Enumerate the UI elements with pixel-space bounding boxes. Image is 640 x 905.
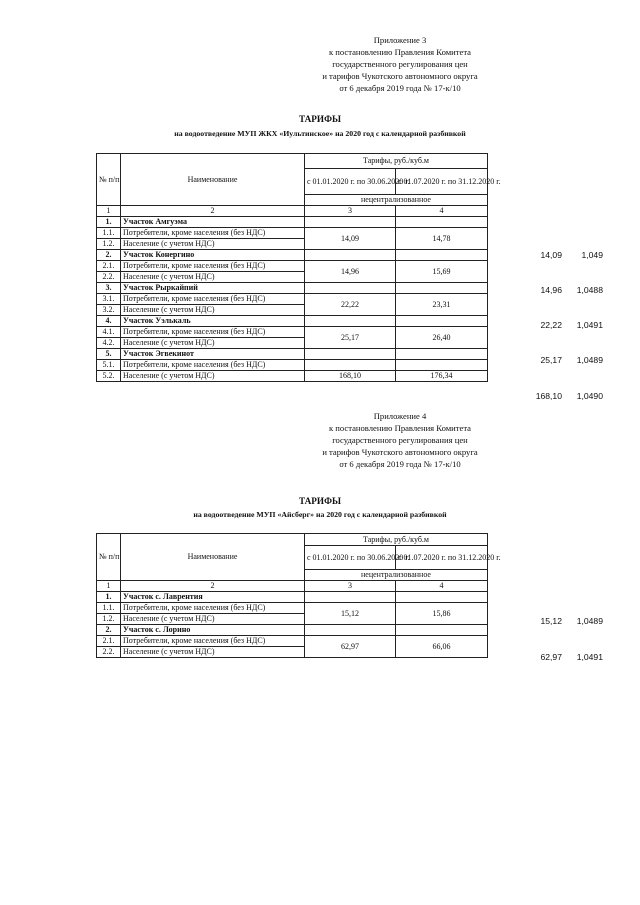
side-ratio: 1,0489 (576, 355, 603, 365)
col-num-header: № п/п (97, 154, 121, 206)
group-name: Участок Конергино (121, 250, 305, 261)
document-subtitle: на водоотведение МУП ЖКХ «Иультинское» на 2020 год с календарной разбивкой (174, 129, 466, 138)
row-name: Население (с учетом НДС) (121, 272, 305, 283)
row-num: 4.1. (97, 327, 121, 338)
period2-header: с 01.07.2020 г. по 31.12.2020 г. (396, 546, 488, 570)
tariff-value: 22,22 (305, 294, 396, 316)
group-name: Участок Эгвекинот (121, 349, 305, 360)
row-name: Потребители, кроме населения (без НДС) (121, 327, 305, 338)
side-value: 62,97 (540, 652, 562, 662)
row-num: 5.1. (97, 360, 121, 371)
group-num: 4. (97, 316, 121, 327)
group-num: 3. (97, 283, 121, 294)
tariff-value: 15,12 (305, 603, 396, 625)
col-index: 1 (97, 581, 121, 592)
row-num: 2.2. (97, 647, 121, 658)
row-name: Население (с учетом НДС) (121, 305, 305, 316)
row-num: 5.2. (97, 371, 121, 382)
tariff-value: 14,09 (305, 228, 396, 250)
side-value: 168,10 (535, 391, 562, 401)
tariff-value (305, 360, 396, 371)
document-title: ТАРИФЫ (299, 114, 341, 124)
appendix-3-header (300, 34, 500, 94)
tariff-table-1 (96, 153, 501, 382)
appendix-line: и тарифов Чукотского автономного округа (322, 71, 478, 81)
row-num: 2.1. (97, 636, 121, 647)
row-num: 4.2. (97, 338, 121, 349)
row-num: 2.1. (97, 261, 121, 272)
appendix-line: государственного регулирования цен (332, 435, 468, 445)
appendix-line: к постановлению Правления Комитета (328, 423, 471, 433)
col-num-header: № п/п (97, 534, 121, 581)
appendix-line: Приложение 4 (373, 411, 427, 421)
group-name: Участок Амгуэма (121, 217, 305, 228)
tariff-value: 23,31 (396, 294, 488, 316)
period1-header: с 01.01.2020 г. по 30.06.2020 г. (305, 169, 396, 195)
row-name: Население (с учетом НДС) (121, 338, 305, 349)
group-num: 1. (97, 217, 121, 228)
tariff-table-2 (96, 533, 501, 658)
tariff-value: 26,40 (396, 327, 488, 349)
side-ratio: 1,0489 (576, 616, 603, 626)
group-num: 2. (97, 250, 121, 261)
appendix-line: и тарифов Чукотского автономного округа (322, 447, 478, 457)
side-ratio: 1,049 (581, 250, 603, 260)
row-name: Потребители, кроме населения (без НДС) (121, 294, 305, 305)
document-subtitle: на водоотведение МУП «Айсберг» на 2020 год с календарной разбивкой (193, 510, 447, 519)
period1-header: с 01.01.2020 г. по 30.06.2020 г. (305, 546, 396, 570)
tariff-value: 176,34 (396, 371, 488, 382)
side-value: 25,17 (540, 355, 562, 365)
type-header: нецентрализованное (305, 195, 488, 206)
side-value: 22,22 (540, 320, 562, 330)
appendix-line: государственного регулирования цен (332, 59, 468, 69)
side-ratio: 1,0491 (576, 652, 603, 662)
row-num: 2.2. (97, 272, 121, 283)
tariff-value: 66,06 (396, 636, 488, 658)
row-name: Население (с учетом НДС) (121, 239, 305, 250)
row-name: Потребители, кроме населения (без НДС) (121, 228, 305, 239)
group-name: Участок Уэлькаль (121, 316, 305, 327)
row-name: Население (с учетом НДС) (121, 647, 305, 658)
col-index: 3 (305, 206, 396, 217)
appendix-4-header (300, 410, 500, 470)
tariff-value: 25,17 (305, 327, 396, 349)
col-index: 1 (97, 206, 121, 217)
document-title: ТАРИФЫ (299, 496, 341, 506)
col-index: 2 (121, 581, 305, 592)
row-num: 1.2. (97, 614, 121, 625)
col-name-header: Наименование (121, 154, 305, 206)
appendix-line: от 6 декабря 2019 года № 17-к/10 (339, 459, 461, 469)
tariffs-header: Тарифы, руб./куб.м (305, 154, 488, 169)
side-ratio: 1,0491 (576, 320, 603, 330)
side-ratio: 1,0488 (576, 285, 603, 295)
side-value: 14,09 (540, 250, 562, 260)
col-index: 4 (396, 581, 488, 592)
row-num: 3.2. (97, 305, 121, 316)
row-name: Потребители, кроме населения (без НДС) (121, 636, 305, 647)
appendix-line: Приложение 3 (373, 35, 427, 45)
appendix-line: от 6 декабря 2019 года № 17-к/10 (339, 83, 461, 93)
row-num: 3.1. (97, 294, 121, 305)
group-name: Участок Рыркайпий (121, 283, 305, 294)
row-name: Потребители, кроме населения (без НДС) (121, 360, 305, 371)
type-header: нецентрализованное (305, 570, 488, 581)
group-name: Участок с. Лаврентия (121, 592, 305, 603)
row-num: 1.2. (97, 239, 121, 250)
group-num: 2. (97, 625, 121, 636)
appendix-line: к постановлению Правления Комитета (328, 47, 471, 57)
col-index: 4 (396, 206, 488, 217)
row-name: Население (с учетом НДС) (121, 614, 305, 625)
col-index: 3 (305, 581, 396, 592)
tariff-value: 168,10 (305, 371, 396, 382)
tariffs-header: Тарифы, руб./куб.м (305, 534, 488, 546)
tariff-value (396, 360, 488, 371)
group-num: 5. (97, 349, 121, 360)
period2-header: с 01.07.2020 г. по 31.12.2020 г. (396, 169, 488, 195)
row-name: Потребители, кроме населения (без НДС) (121, 261, 305, 272)
row-num: 1.1. (97, 603, 121, 614)
group-name: Участок с. Лорино (121, 625, 305, 636)
tariff-value: 14,96 (305, 261, 396, 283)
col-name-header: Наименование (121, 534, 305, 581)
row-name: Население (с учетом НДС) (121, 371, 305, 382)
side-ratio: 1,0490 (576, 391, 603, 401)
group-num: 1. (97, 592, 121, 603)
tariff-value: 15,69 (396, 261, 488, 283)
side-value: 15,12 (540, 616, 562, 626)
side-value: 14,96 (540, 285, 562, 295)
tariff-value: 62,97 (305, 636, 396, 658)
col-index: 2 (121, 206, 305, 217)
row-num: 1.1. (97, 228, 121, 239)
tariff-value: 15,86 (396, 603, 488, 625)
row-name: Потребители, кроме населения (без НДС) (121, 603, 305, 614)
tariff-value: 14,78 (396, 228, 488, 250)
